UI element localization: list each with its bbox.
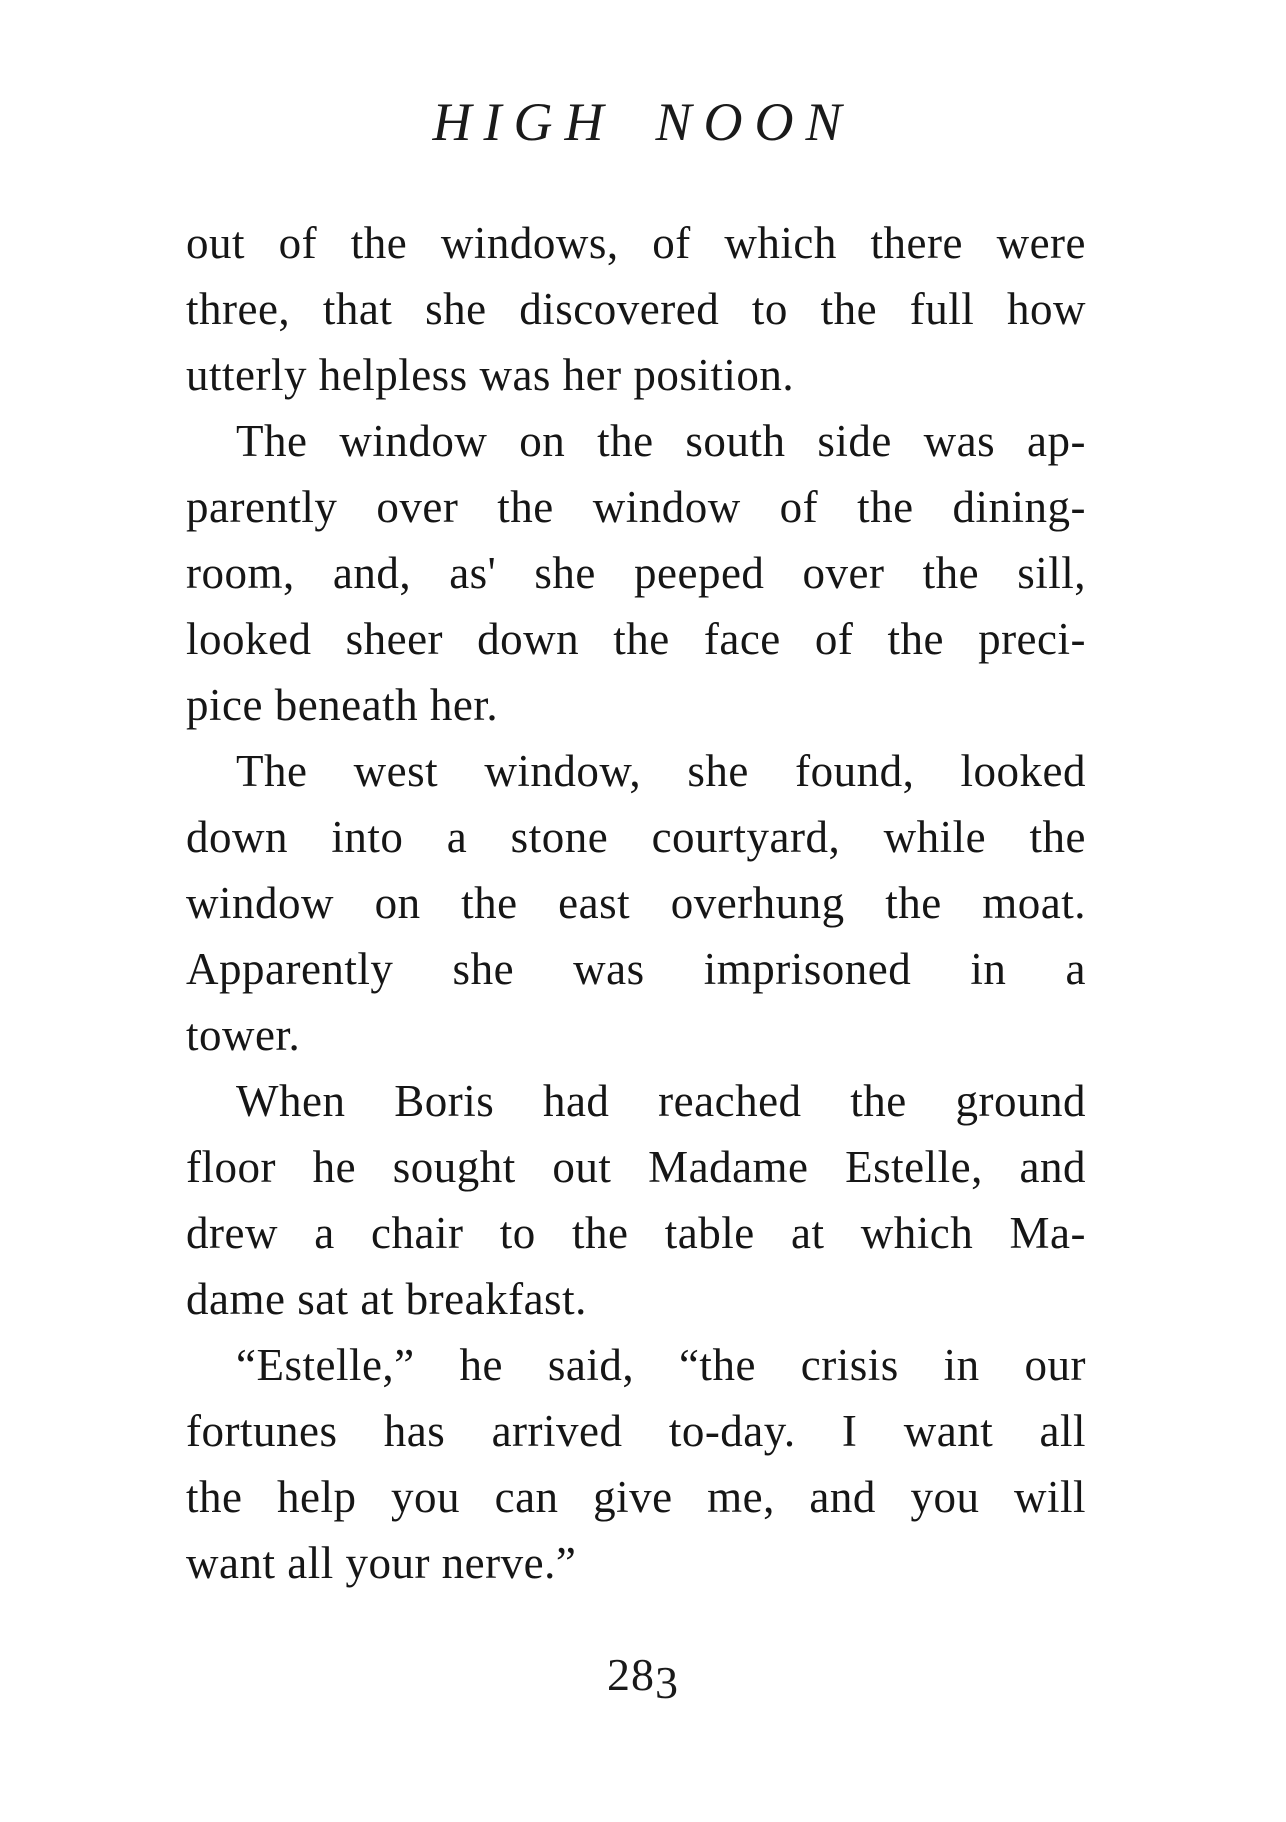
text-line: “Estelle,” he said, “the crisis in our xyxy=(236,1340,1086,1390)
text-line: parently over the window of the dining- xyxy=(186,482,1086,532)
page-number xyxy=(0,1645,1286,1708)
running-head-word-1: HIGH xyxy=(432,92,616,152)
text-line: looked sheer down the face of the preci- xyxy=(186,614,1086,664)
text-line: fortunes has arrived to-day. I want all xyxy=(186,1406,1086,1456)
body-text xyxy=(186,210,1086,1596)
page-number-lead: 28 xyxy=(607,1649,655,1700)
text-line: dame sat at breakfast. xyxy=(186,1274,587,1324)
text-line: floor he sought out Madame Estelle, and xyxy=(186,1142,1086,1192)
text-line: down into a stone courtyard, while the xyxy=(186,812,1086,862)
running-head xyxy=(0,92,1286,152)
text-line: The west window, she found, looked xyxy=(236,746,1086,796)
text-line: window on the east overhung the moat. xyxy=(186,878,1086,928)
page-number-tail: 3 xyxy=(655,1657,679,1708)
text-line: out of the windows, of which there were xyxy=(186,218,1086,268)
text-line: drew a chair to the table at which Ma- xyxy=(186,1208,1086,1258)
text-line: tower. xyxy=(186,1010,301,1060)
running-head-word-2: NOON xyxy=(655,92,854,152)
text-line: room, and, as' she peeped over the sill, xyxy=(186,548,1086,598)
text-line: want all your nerve.” xyxy=(186,1538,577,1588)
text-line: Apparently she was imprisoned in a xyxy=(186,944,1086,994)
text-line: The window on the south side was ap- xyxy=(236,416,1086,466)
text-line: When Boris had reached the ground xyxy=(236,1076,1086,1126)
text-line: utterly helpless was her position. xyxy=(186,350,795,400)
text-line: pice beneath her. xyxy=(186,680,499,730)
text-line: three, that she discovered to the full how xyxy=(186,284,1086,334)
text-line: the help you can give me, and you will xyxy=(186,1472,1086,1522)
